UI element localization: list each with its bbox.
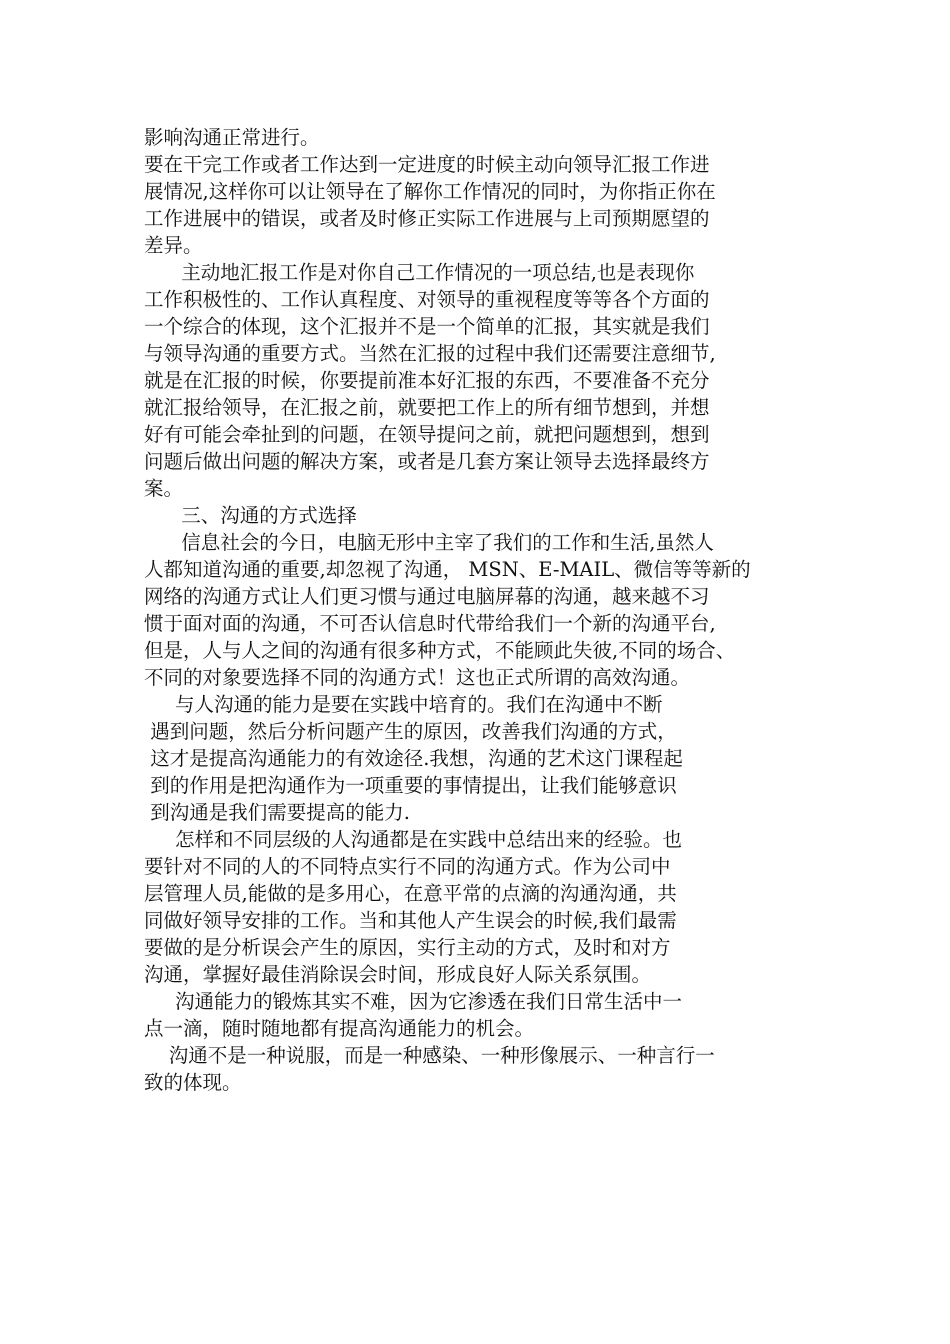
text-line: 同做好领导安排的工作。当和其他人产生误会的时候,我们最需 <box>144 909 677 932</box>
text-line: 沟通不是一种说服，而是一种感染、一种形像展示、一种言行一 <box>144 1044 715 1067</box>
text-line: 案。 <box>144 477 184 500</box>
text-line: 网络的沟通方式让人们更习惯与通过电脑屏幕的沟通，越来越不习 <box>144 585 710 608</box>
text-line: 好有可能会牵扯到的问题，在领导提问之前，就把问题想到，想到 <box>144 423 710 446</box>
text-line: 问题后做出问题的解决方案，或者是几套方案让领导去选择最终方 <box>144 450 710 473</box>
text-line: 差异。 <box>144 234 203 257</box>
text-line: 不同的对象要选择不同的沟通方式！这也正式所谓的高效沟通。 <box>144 666 691 689</box>
text-line: 点一滴，随时随地都有提高沟通能力的机会。 <box>144 1017 535 1040</box>
text-line: 沟通，掌握好最佳消除误会时间，形成良好人际关系氛围。 <box>144 963 652 986</box>
text-line: 与人沟通的能力是要在实践中培育的。我们在沟通中不断 <box>144 693 663 716</box>
text-line: 人都知道沟通的重要,却忽视了沟通， MSN、E-MAIL、微信等等新的 <box>144 558 751 581</box>
text-line: 展情况,这样你可以让领导在了解你工作情况的同时，为你指正你在 <box>144 180 716 203</box>
text-line: 一个综合的体现，这个汇报并不是一个简单的汇报，其实就是我们 <box>144 315 710 338</box>
text-line: 层管理人员,能做的是多用心，在意平常的点滴的沟通沟通，共 <box>144 882 677 905</box>
text-line: 要针对不同的人的不同特点实行不同的沟通方式。作为公司中 <box>144 855 671 878</box>
text-line: 与领导沟通的重要方式。当然在汇报的过程中我们还需要注意细节, <box>144 342 716 365</box>
text-line: 遇到问题，然后分析问题产生的原因，改善我们沟通的方式， <box>144 720 677 743</box>
text-line: 要在干完工作或者工作达到一定进度的时候主动向领导汇报工作进 <box>144 153 710 176</box>
text-line: 主动地汇报工作是对你自己工作情况的一项总结,也是表现你 <box>144 261 695 284</box>
text-line: 影响沟通正常进行。 <box>144 126 320 149</box>
section-heading: 三、沟通的方式选择 <box>144 504 357 527</box>
text-line: 沟通能力的锻炼其实不难，因为它渗透在我们日常生活中一 <box>144 990 682 1013</box>
text-line: 这才是提高沟通能力的有效途径.我想，沟通的艺术这门课程起 <box>144 747 683 770</box>
text-line: 到的作用是把沟通作为一项重要的事情提出，让我们能够意识 <box>144 774 677 797</box>
text-line: 工作进展中的错误，或者及时修正实际工作进展与上司预期愿望的 <box>144 207 710 230</box>
text-line: 到沟通是我们需要提高的能力. <box>144 801 410 824</box>
text-line: 要做的是分析误会产生的原因，实行主动的方式，及时和对方 <box>144 936 671 959</box>
text-line: 就是在汇报的时候，你要提前准本好汇报的东西，不要准备不充分 <box>144 369 710 392</box>
document-body <box>144 124 824 1096</box>
text-line: 但是，人与人之间的沟通有很多种方式，不能顾此失彼,不同的场合、 <box>144 639 736 662</box>
text-line: 就汇报给领导，在汇报之前，就要把工作上的所有细节想到，并想 <box>144 396 710 419</box>
text-line: 信息社会的今日，电脑无形中主宰了我们的工作和生活,虽然人 <box>144 531 714 554</box>
text-line: 惯于面对面的沟通，不可否认信息时代带给我们一个新的沟通平台, <box>144 612 716 635</box>
text-line: 致的体现。 <box>144 1071 242 1094</box>
text-line: 工作积极性的、工作认真程度、对领导的重视程度等等各个方面的 <box>144 288 710 311</box>
text-line: 怎样和不同层级的人沟通都是在实践中总结出来的经验。也 <box>144 828 682 851</box>
